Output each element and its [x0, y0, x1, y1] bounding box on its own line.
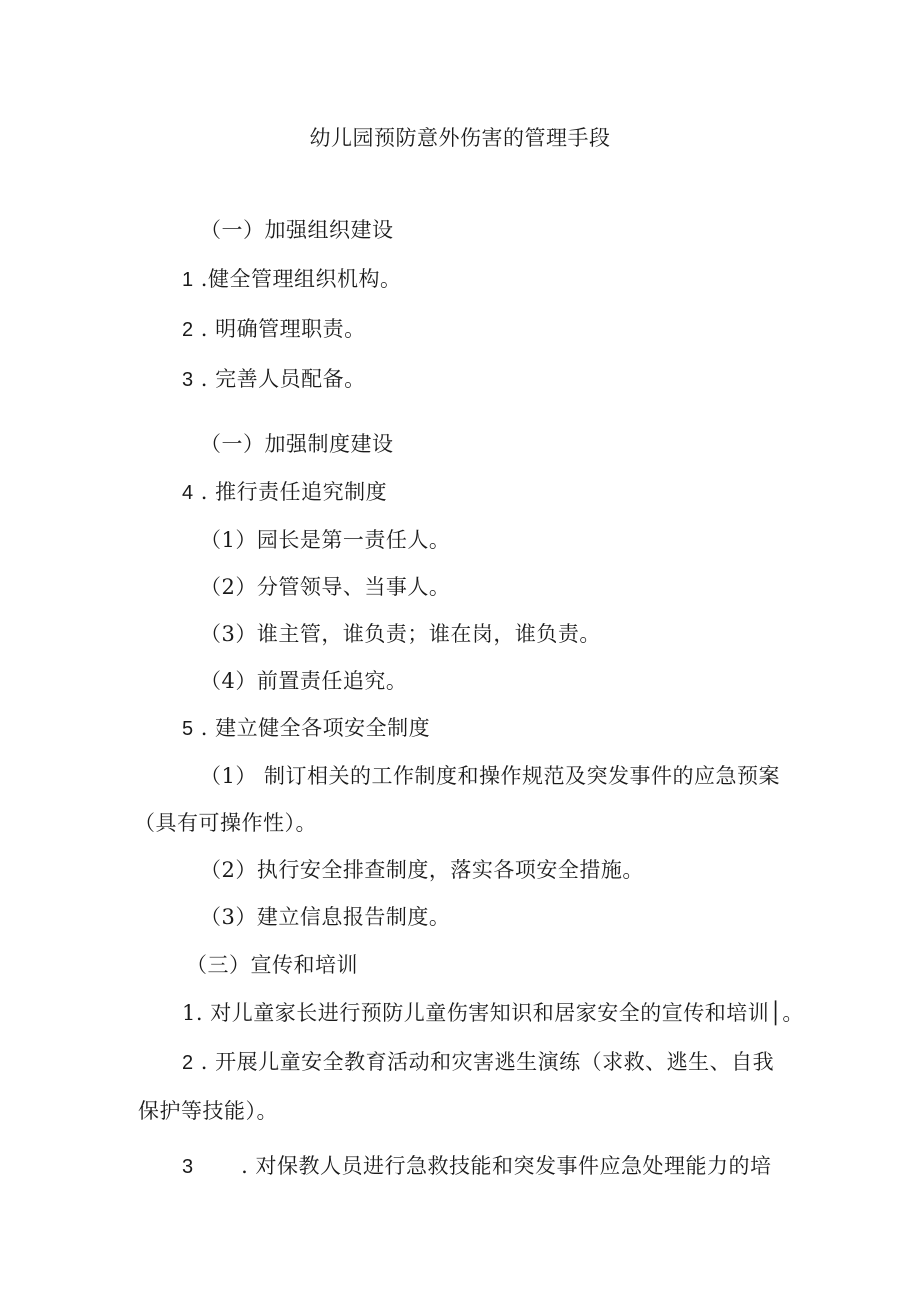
list-item-text: .健全管理组织机构。	[193, 267, 402, 291]
sub-item: （2）执行安全排查制度，落实各项安全措施。	[200, 858, 644, 882]
list-item-text: . 完善人员配备。	[193, 367, 366, 391]
document-title: 幼儿园预防意外伤害的管理手段	[309, 126, 611, 150]
sub-item-3: （3）谁主管，谁负责；谁在岗，谁负责。	[200, 622, 601, 646]
training-item-1: 1. 对儿童家长进行预防儿童伤害知识和居家安全的宣传和培训│。	[182, 1001, 804, 1025]
list-number: 2	[182, 319, 194, 341]
paragraph-line: 保护等技能）。	[138, 1099, 278, 1123]
list-item-text: . 推行责任追究制度	[193, 480, 388, 504]
list-number: 3	[182, 369, 194, 391]
training-item-3	[182, 1152, 772, 1181]
sub-item-1: （1）园长是第一责任人。	[200, 528, 451, 552]
training-item-2	[182, 1048, 774, 1077]
sub-item: （3）建立信息报告制度。	[200, 905, 451, 929]
sub-item-2: （2）分管领导、当事人。	[200, 575, 451, 599]
section-heading-system: （一）加强制度建设	[200, 432, 394, 456]
sub-item-4: （4）前置责任追究。	[200, 669, 408, 693]
paragraph-line: （1） 制订相关的工作制度和操作规范及突发事件的应急预案	[200, 764, 781, 788]
list-item-text: . 建立健全各项安全制度	[193, 716, 431, 740]
list-item-2	[182, 315, 366, 344]
list-item-text: . 对保教人员进行急救技能和突发事件应急处理能力的培	[234, 1154, 772, 1178]
list-item-3	[182, 365, 366, 394]
list-item-text: . 明确管理职责。	[193, 317, 366, 341]
section-heading-organization: （一）加强组织建设	[200, 218, 394, 242]
list-item-text: . 开展儿童安全教育活动和灾害逃生演练（求救、逃生、自我	[193, 1050, 775, 1074]
list-number: 2	[182, 1052, 194, 1074]
paragraph-line: （具有可操作性）。	[134, 811, 317, 835]
list-number: 4	[182, 482, 194, 504]
list-item-1	[182, 265, 401, 294]
list-item-5	[182, 714, 430, 743]
list-number: 1	[182, 269, 194, 291]
list-number: 3	[182, 1156, 194, 1178]
list-item-4	[182, 478, 387, 507]
section-heading-training: （三）宣传和培训	[186, 953, 358, 977]
list-number: 5	[182, 718, 194, 740]
